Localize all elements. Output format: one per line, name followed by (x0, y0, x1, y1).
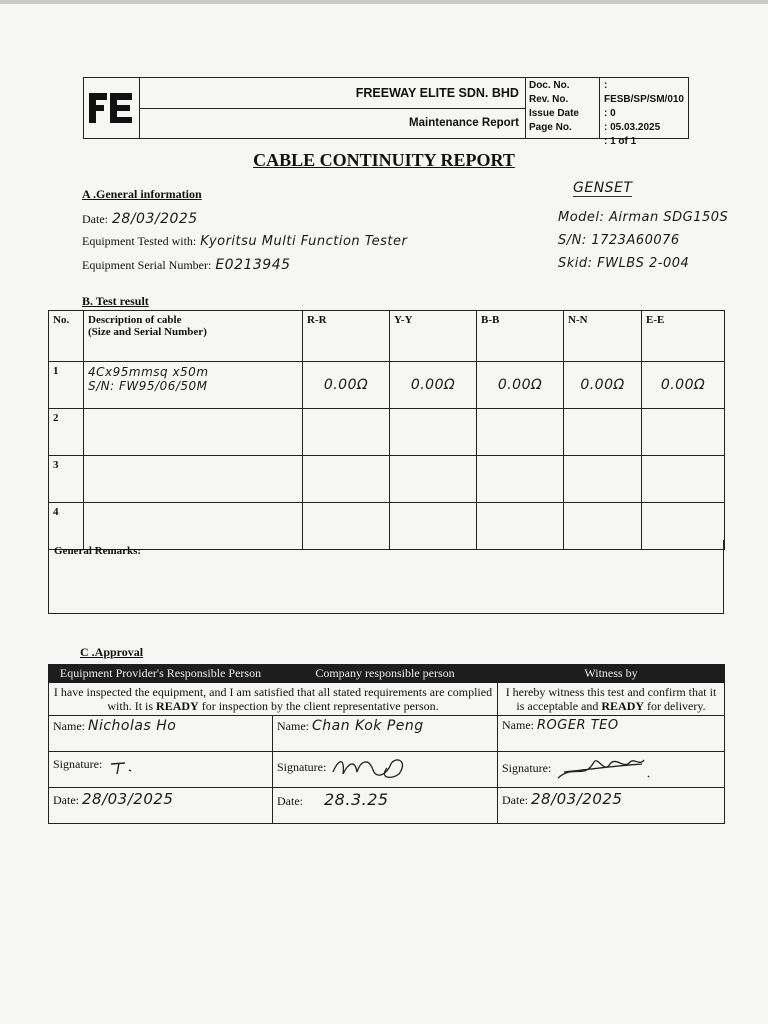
company-person-name: Chan Kok Peng (312, 718, 424, 734)
signature-label: Signature: (277, 759, 327, 774)
serial-value: E0213945 (215, 257, 291, 273)
company-heading: Company responsible person (273, 665, 498, 683)
company-date: 28.3.25 (324, 790, 389, 809)
tested-with-value: Kyoritsu Multi Function Tester (200, 234, 408, 249)
company-name: FREEWAY ELITE SDN. BHD (140, 78, 525, 109)
witness-signature-cell (498, 752, 725, 788)
row-no: 4 (49, 503, 84, 550)
value-nn: 0.00Ω (564, 362, 642, 409)
general-remarks-label: General Remarks: (54, 545, 142, 557)
date-label: Date: (53, 793, 79, 807)
value-rr (303, 456, 390, 503)
company-signature-cell (273, 752, 498, 788)
provider-statement-text-2: for inspection by the client representative person. (201, 699, 439, 713)
provider-heading: Equipment Provider's Responsible Person (49, 665, 273, 683)
col-desc-line2: (Size and Serial Number) (88, 326, 207, 338)
row-no: 1 (49, 362, 84, 409)
witness-name: ROGER TEO (537, 718, 619, 733)
value-yy (390, 409, 477, 456)
row-description (84, 362, 303, 409)
col-description (84, 311, 303, 362)
name-row (49, 716, 725, 752)
doc-no-label: Doc. No. (528, 80, 570, 91)
witness-statement-text-2: for delivery. (647, 699, 706, 713)
witness-date-cell (498, 788, 725, 824)
value-ee (642, 409, 725, 456)
table-row (49, 456, 725, 503)
date-label: Date: (82, 212, 108, 226)
provider-name: Nicholas Ho (88, 718, 177, 734)
issue-date-label: Issue Date (528, 108, 579, 119)
section-b-heading: B. Test result (82, 294, 149, 308)
issue-date-value: : 05.03.2025 (603, 122, 661, 133)
signature-label: Signature: (53, 756, 103, 771)
fe-logo-icon (86, 90, 136, 126)
col-bb: B-B (477, 311, 564, 362)
scan-top-edge (0, 0, 768, 4)
witness-statement (498, 683, 725, 716)
provider-statement-ready: READY (156, 699, 199, 713)
col-nn: N-N (564, 311, 642, 362)
provider-signature-cell (49, 752, 273, 788)
witness-statement-text: I hereby witness this test and confirm that it is acceptable and (505, 685, 717, 713)
col-ee: E-E (642, 311, 725, 362)
value-ee: 0.00Ω (642, 362, 725, 409)
provider-date: 28/03/2025 (82, 790, 174, 808)
approval-table (48, 664, 725, 824)
rev-no-value: : 0 (603, 108, 616, 119)
company-signature (329, 754, 419, 782)
provider-statement (49, 683, 498, 716)
company-date-cell (273, 788, 498, 824)
serial-label: Equipment Serial Number: (82, 258, 212, 272)
approval-header-row (49, 665, 725, 683)
row-no: 3 (49, 456, 84, 503)
name-label: Name: (53, 719, 85, 733)
witness-signature (554, 754, 654, 784)
table-row (49, 409, 725, 456)
section-a-heading: A .General information (82, 187, 202, 201)
value-nn (564, 409, 642, 456)
value-yy (390, 456, 477, 503)
table-row (49, 362, 725, 409)
doc-meta-keys (526, 78, 600, 138)
date-row (82, 210, 198, 228)
provider-statement-text: I have inspected the equipment, and I am satisfied that all stated requirements are complied with. It is (53, 685, 493, 713)
row-no: 2 (49, 409, 84, 456)
provider-date-cell (49, 788, 273, 824)
genset-heading: GENSET (573, 180, 633, 196)
cable-size: 4Cx95mmsq x50m (88, 365, 209, 379)
provider-signature (105, 754, 145, 776)
page-no-label: Page No. (528, 122, 572, 133)
tested-with-row (82, 232, 407, 250)
doc-meta-values (600, 78, 688, 147)
provider-name-cell (49, 716, 273, 752)
general-remarks-box (48, 540, 724, 614)
signature-row (49, 752, 725, 788)
date-value: 28/03/2025 (112, 211, 198, 227)
company-name-cell (273, 716, 498, 752)
name-label: Name: (277, 719, 309, 733)
row-description (84, 456, 303, 503)
value-bb (477, 456, 564, 503)
tested-with-label: Equipment Tested with: (82, 234, 197, 248)
witness-statement-ready: READY (601, 699, 645, 713)
rev-no-label: Rev. No. (528, 94, 569, 105)
value-rr (303, 409, 390, 456)
table-header-row (49, 311, 725, 362)
date-row-approval (49, 788, 725, 824)
date-label: Date: (502, 793, 528, 807)
name-label: Name: (502, 718, 534, 732)
value-bb (477, 409, 564, 456)
col-rr: R-R (303, 311, 390, 362)
test-result-table (48, 310, 725, 550)
statement-row (49, 683, 725, 716)
witness-date: 28/03/2025 (531, 790, 623, 808)
value-rr: 0.00Ω (303, 362, 390, 409)
row-description (84, 409, 303, 456)
witness-heading: Witness by (498, 665, 725, 683)
col-yy: Y-Y (390, 311, 477, 362)
value-bb: 0.00Ω (477, 362, 564, 409)
value-ee (642, 456, 725, 503)
serial-row (82, 256, 291, 274)
section-c-heading: C .Approval (80, 645, 144, 659)
col-no: No. (49, 311, 84, 362)
report-type: Maintenance Report (409, 117, 519, 130)
col-desc-line1: Description of cable (88, 314, 182, 326)
document-header (83, 77, 689, 147)
value-yy: 0.00Ω (390, 362, 477, 409)
company-logo (84, 78, 140, 138)
genset-sn: S/N: 1723A60076 (558, 233, 680, 248)
witness-name-cell (498, 716, 725, 752)
value-nn (564, 456, 642, 503)
signature-label: Signature: (502, 760, 552, 775)
report-title: CABLE CONTINUITY REPORT (253, 150, 515, 170)
doc-no-value: : FESB/SP/SM/010 (603, 80, 684, 105)
page-no-value: : 1 of 1 (603, 136, 637, 147)
genset-skid: Skid: FWLBS 2-004 (558, 256, 690, 271)
cable-serial: S/N: FW95/06/50M (88, 379, 208, 393)
date-label: Date: (277, 794, 303, 808)
genset-model: Model: Airman SDG150S (558, 210, 729, 225)
